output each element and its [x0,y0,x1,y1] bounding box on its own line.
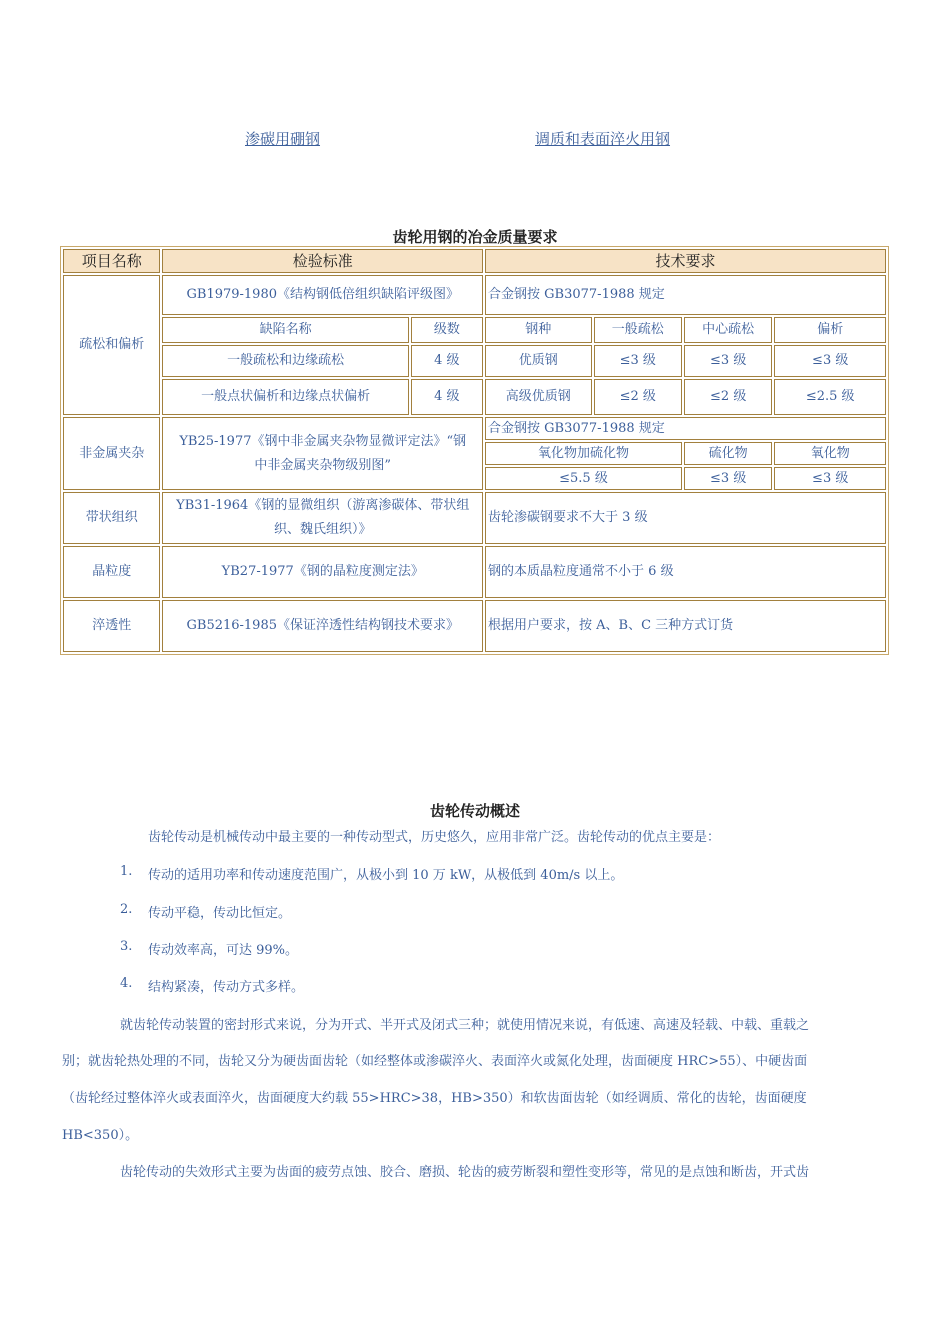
requirement-grain: 钢的本质晶粒度通常不小于 6 级 [485,546,886,598]
sub-header: 氧化物加硫化物 [485,442,682,465]
link-boron-carburizing-steel[interactable]: 渗碳用硼钢 [245,130,321,148]
list-item: 传动的适用功率和传动速度范围广，从极小到 10 万 kW，从极低到 40m/s 以上。 [148,868,624,883]
paragraph-line: （齿轮经过整体淬火或表面淬火，齿面硬度大约载 55>HRC>38，HB>350）和软齿面齿轮（如经调质、常化的齿轮，齿面硬度 [62,1091,807,1106]
table-title: 齿轮用钢的冶金质量要求 [392,228,558,246]
row-name-hardenability: 淬透性 [63,600,160,652]
sub-header: 偏析 [774,317,886,343]
table-cell: 一般疏松和边缘疏松 [162,345,408,377]
standard-grain: YB27-1977《钢的晶粒度测定法》 [162,546,483,598]
table-cell: 高级优质钢 [485,379,592,415]
table-cell: ≤3 级 [774,345,886,377]
paragraph-line: 齿轮传动的失效形式主要为齿面的疲劳点蚀、胶合、磨损、轮齿的疲劳断裂和塑性变形等，常见的是点蚀和断齿，开式齿 [120,1165,810,1180]
table-cell: 优质钢 [485,345,592,377]
requirement-porosity: 合金钢按 GB3077-1988 规定 [485,275,886,315]
sub-header: 一般疏松 [594,317,682,343]
sub-header: 钢种 [485,317,592,343]
row-name-banded: 带状组织 [63,492,160,544]
standard-banded [162,492,483,544]
row-name-grain: 晶粒度 [63,546,160,598]
row-name-inclusion: 非金属夹杂 [63,417,160,490]
table-cell: ≤2 级 [684,379,772,415]
list-number: 4. [120,976,133,991]
list-number: 3. [120,939,133,954]
standard-line: YB25-1977《钢中非金属夹杂物显微评定法》“钢 [179,433,467,449]
table-cell: ≤3 级 [684,467,772,490]
requirement-hardenability: 根据用户要求，按 A、B、C 三种方式订货 [485,600,886,652]
section-title: 齿轮传动概述 [429,802,520,820]
header-item-name: 项目名称 [63,249,160,273]
sub-header: 缺陷名称 [162,317,408,343]
row-name-porosity: 疏松和偏析 [63,275,160,415]
table-cell: ≤2 级 [594,379,682,415]
quality-table [60,246,889,655]
table-cell: 4 级 [411,379,483,415]
sub-header: 级数 [411,317,483,343]
table-cell: ≤2.5 级 [774,379,886,415]
requirement-inclusion: 合金钢按 GB3077-1988 规定 [485,417,886,440]
table-cell: 一般点状偏析和边缘点状偏析 [162,379,408,415]
standard-line: 织、魏氏组织）》 [273,522,372,537]
link-quenched-tempered-steel[interactable]: 调质和表面淬火用钢 [535,130,671,148]
header-requirement: 技术要求 [485,249,886,273]
paragraph-line: 别；就齿轮热处理的不同，齿轮又分为硬齿面齿轮（如经整体或渗碳淬火、表面淬火或氮化处理，齿面硬度 HRC>55）、中硬齿面 [62,1054,808,1069]
sub-header: 硫化物 [684,442,772,465]
sub-header: 中心疏松 [684,317,772,343]
standard-line: 中非金属夹杂物级别图” [254,457,392,473]
standard-inclusion [162,417,483,490]
standard-porosity: GB1979-1980《结构钢低倍组织缺陷评级图》 [162,275,483,315]
standard-hardenability: GB5216-1985《保证淬透性结构钢技术要求》 [162,600,483,652]
table-cell: ≤5.5 级 [485,467,682,490]
list-number: 2. [120,902,133,917]
table-cell: ≤3 级 [594,345,682,377]
header-standard: 检验标准 [162,249,483,273]
paragraph-line: HB<350）。 [62,1128,139,1143]
intro-paragraph: 齿轮传动是机械传动中最主要的一种传动型式，历史悠久，应用非常广泛。齿轮传动的优点主要是： [148,830,721,845]
table-cell: ≤3 级 [684,345,772,377]
list-item: 传动平稳，传动比恒定。 [148,906,292,921]
table-cell: 4 级 [411,345,483,377]
standard-line: YB31-1964《钢的显微组织（游离渗碳体、带状组 [176,498,470,513]
sub-header: 氧化物 [774,442,886,465]
requirement-banded: 齿轮渗碳钢要求不大于 3 级 [485,492,886,544]
list-item: 传动效率高，可达 99%。 [148,943,299,958]
list-number: 1. [120,864,133,879]
table-cell: ≤3 级 [774,467,886,490]
list-item: 结构紧凑，传动方式多样。 [148,980,305,995]
paragraph-line: 就齿轮传动装置的密封形式来说，分为开式、半开式及闭式三种；就使用情况来说，有低速、高速及轻载、中载、重载之 [120,1018,810,1033]
